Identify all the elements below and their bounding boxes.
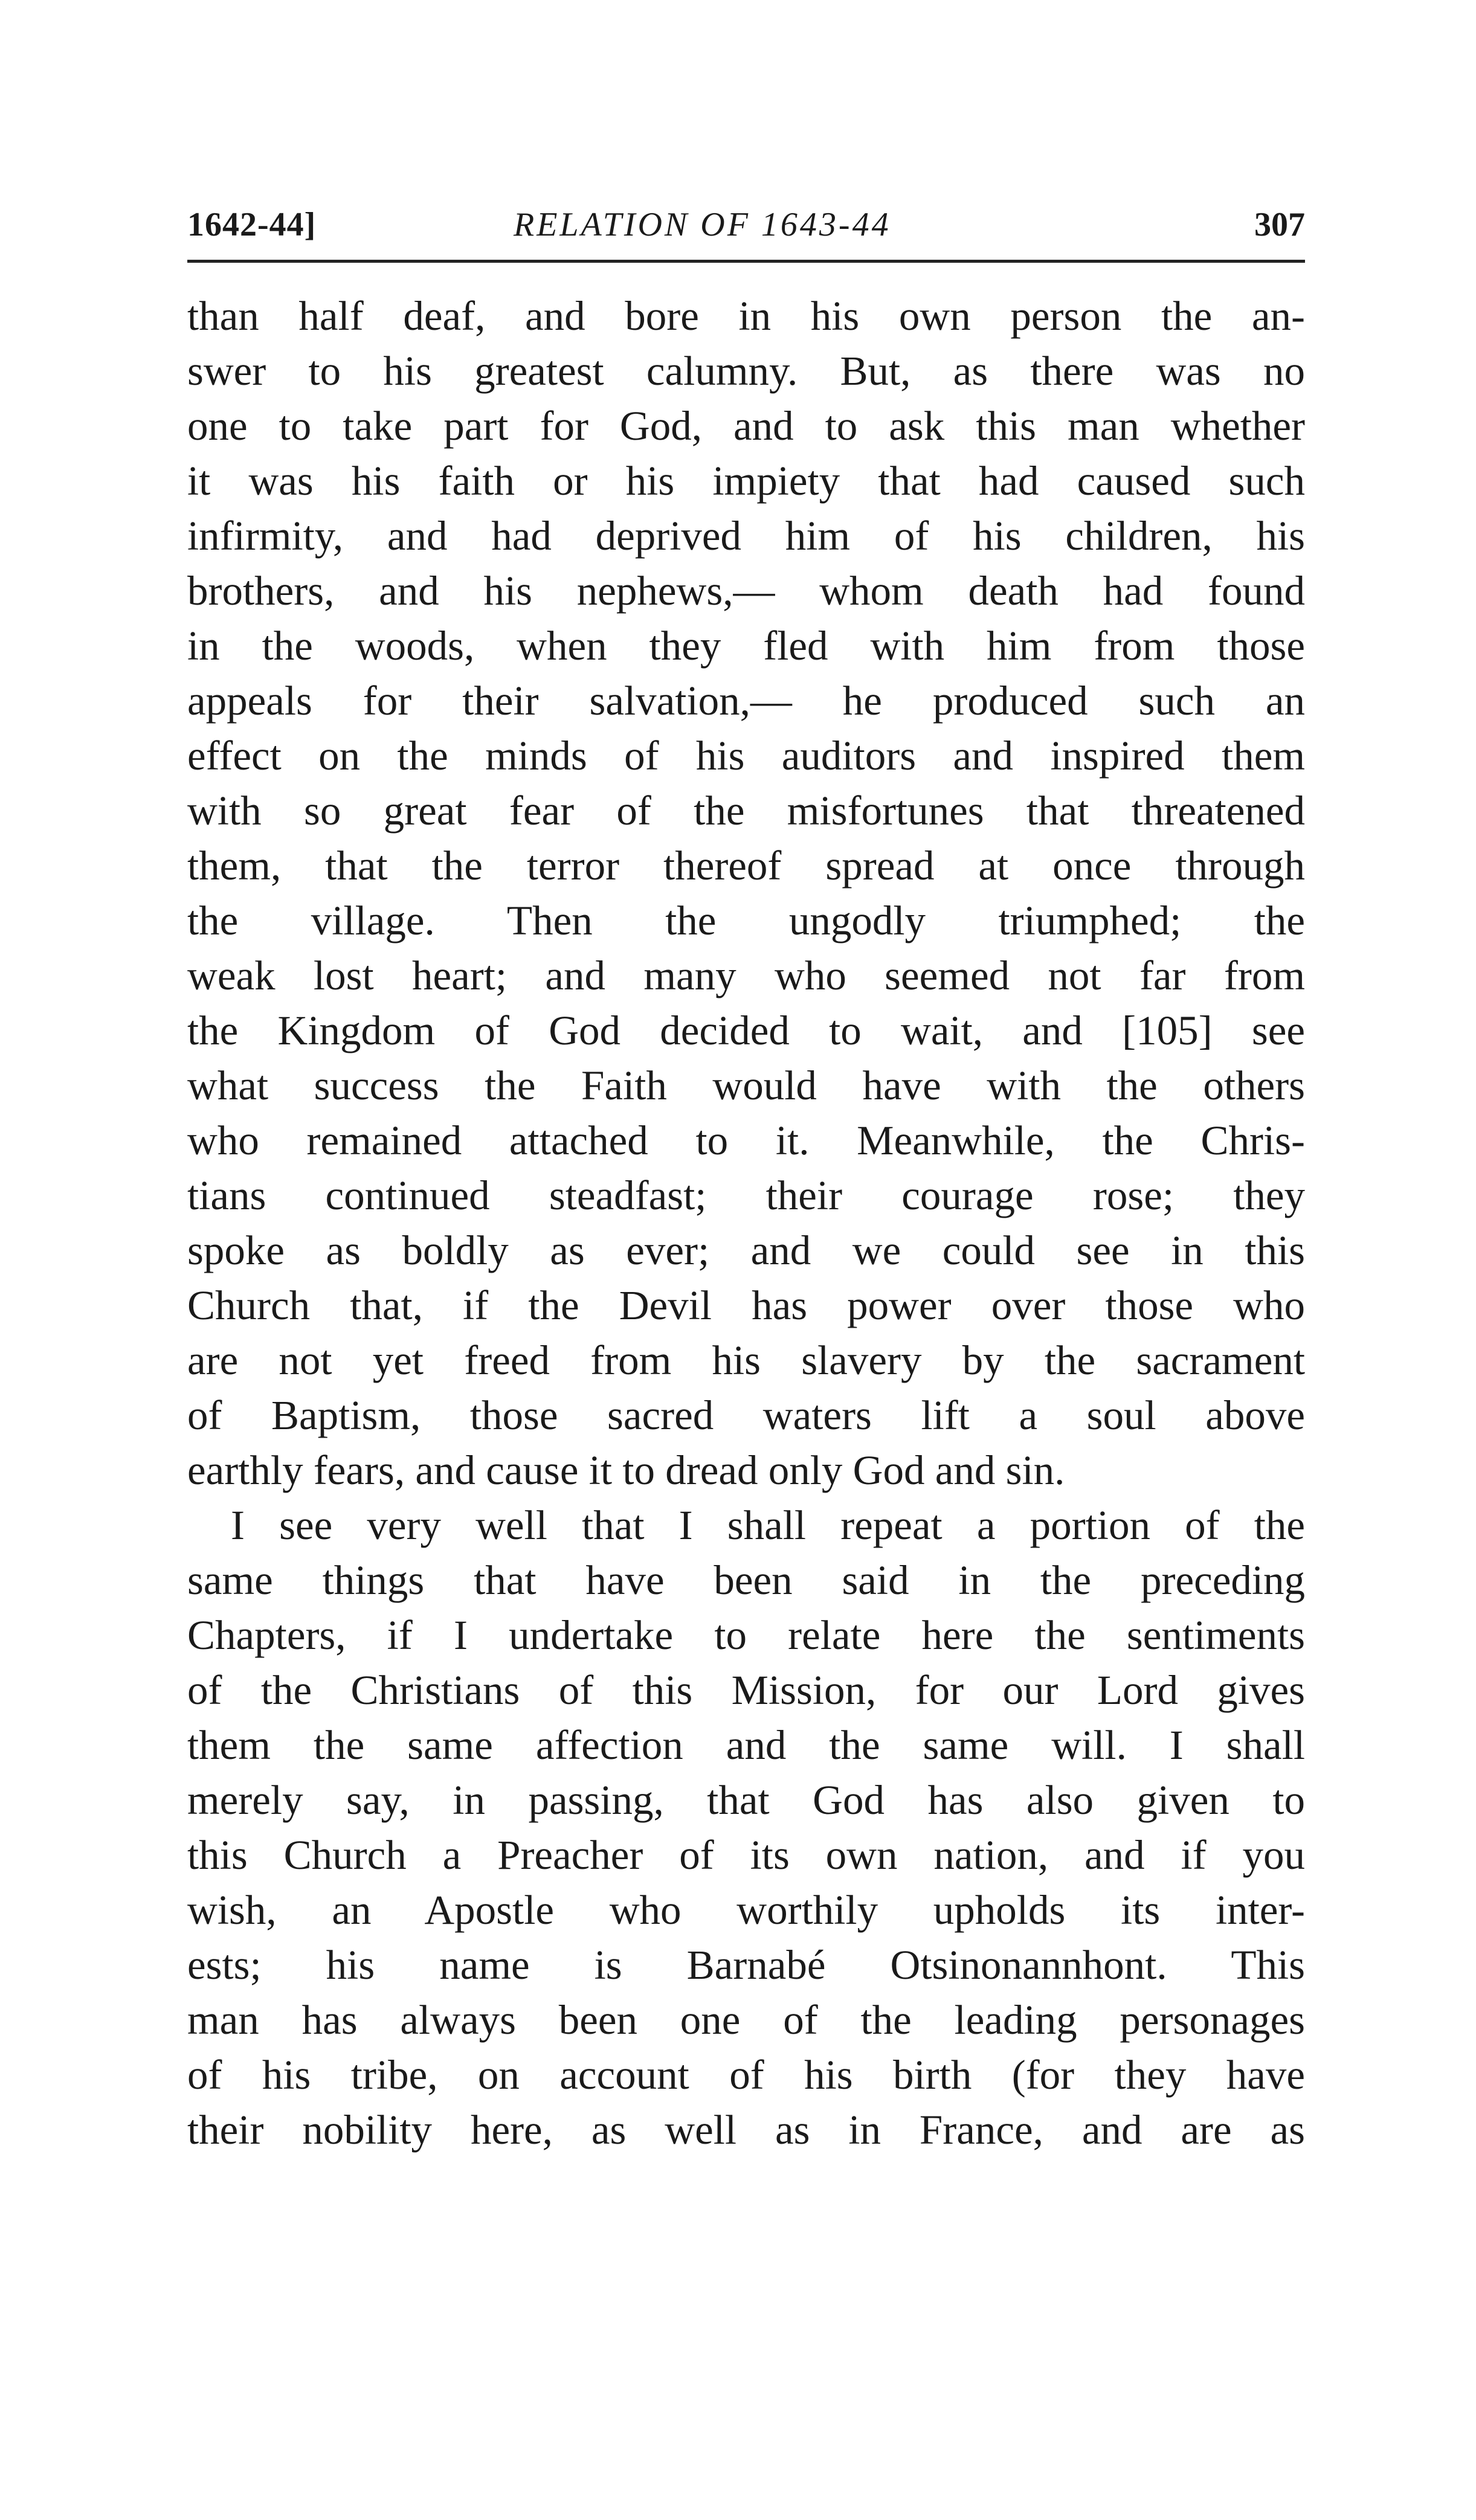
text-line: I see very well that I shall repeat a portion of the (231, 1502, 1305, 1548)
text-line: of the Christians of this Mission, for our Lord gives (187, 1667, 1305, 1713)
text-line: of Baptism, those sacred waters lift a soul above (187, 1392, 1305, 1438)
paragraph-2 (187, 1498, 1305, 2158)
text-line: it was his faith or his impiety that had caused such (187, 458, 1305, 504)
text-line: who remained attached to it. Meanwhile, the Chris- (187, 1117, 1305, 1163)
page-number: 307 (1254, 206, 1305, 243)
text-line: merely say, in passing, that God has also given to (187, 1777, 1305, 1823)
text-line: in the woods, when they fled with him from those (187, 623, 1305, 669)
text-line: their nobility here, as well as in France, and are as (187, 2107, 1305, 2153)
text-line: ests; his name is Barnabé Otsinonannhont. This (187, 1942, 1305, 1988)
text-line: infirmity, and had deprived him of his children, his (187, 513, 1305, 559)
body-text (187, 289, 1305, 2158)
text-line: Chapters, if I undertake to relate here the sentiments (187, 1612, 1305, 1658)
text-line: same things that have been said in the preceding (187, 1557, 1305, 1603)
text-line: weak lost heart; and many who seemed not far from (187, 953, 1305, 998)
text-line: earthly fears, and cause it to dread only God and sin. (187, 1447, 1065, 1493)
header-title: RELATION OF 1643-44 (514, 206, 891, 243)
text-line: brothers, and his nephews,— whom death had found (187, 568, 1305, 614)
text-line: are not yet freed from his slavery by the sacrament (187, 1337, 1305, 1383)
text-line: effect on the minds of his auditors and inspired them (187, 733, 1305, 779)
header-rule (187, 260, 1305, 263)
text-line: the village. Then the ungodly triumphed; the (187, 898, 1305, 943)
text-line: swer to his greatest calumny. But, as there was no (187, 348, 1305, 394)
text-line: what success the Faith would have with the others (187, 1062, 1305, 1108)
header-date-range: 1642-44] (187, 206, 317, 243)
text-line: them the same affection and the same will. I shall (187, 1722, 1305, 1768)
text-line: Church that, if the Devil has power over those who (187, 1282, 1305, 1328)
text-line: with so great fear of the misfortunes that threatened (187, 788, 1305, 834)
text-line: man has always been one of the leading personages (187, 1997, 1305, 2043)
text-line: appeals for their salvation,— he produced such an (187, 678, 1305, 724)
text-line: the Kingdom of God decided to wait, and [105] see (187, 1008, 1305, 1053)
text-line: this Church a Preacher of its own nation, and if you (187, 1832, 1305, 1878)
text-line: them, that the terror thereof spread at once through (187, 843, 1305, 889)
paragraph-1 (187, 289, 1305, 1498)
running-header (187, 199, 1305, 260)
text-line: wish, an Apostle who worthily upholds its inter- (187, 1887, 1305, 1933)
text-line: of his tribe, on account of his birth (for they have (187, 2052, 1305, 2098)
text-line: than half deaf, and bore in his own person the an- (187, 293, 1305, 339)
text-line: tians continued steadfast; their courage rose; they (187, 1172, 1305, 1218)
text-line: one to take part for God, and to ask this man whether (187, 403, 1305, 449)
text-line: spoke as boldly as ever; and we could see in this (187, 1227, 1305, 1273)
